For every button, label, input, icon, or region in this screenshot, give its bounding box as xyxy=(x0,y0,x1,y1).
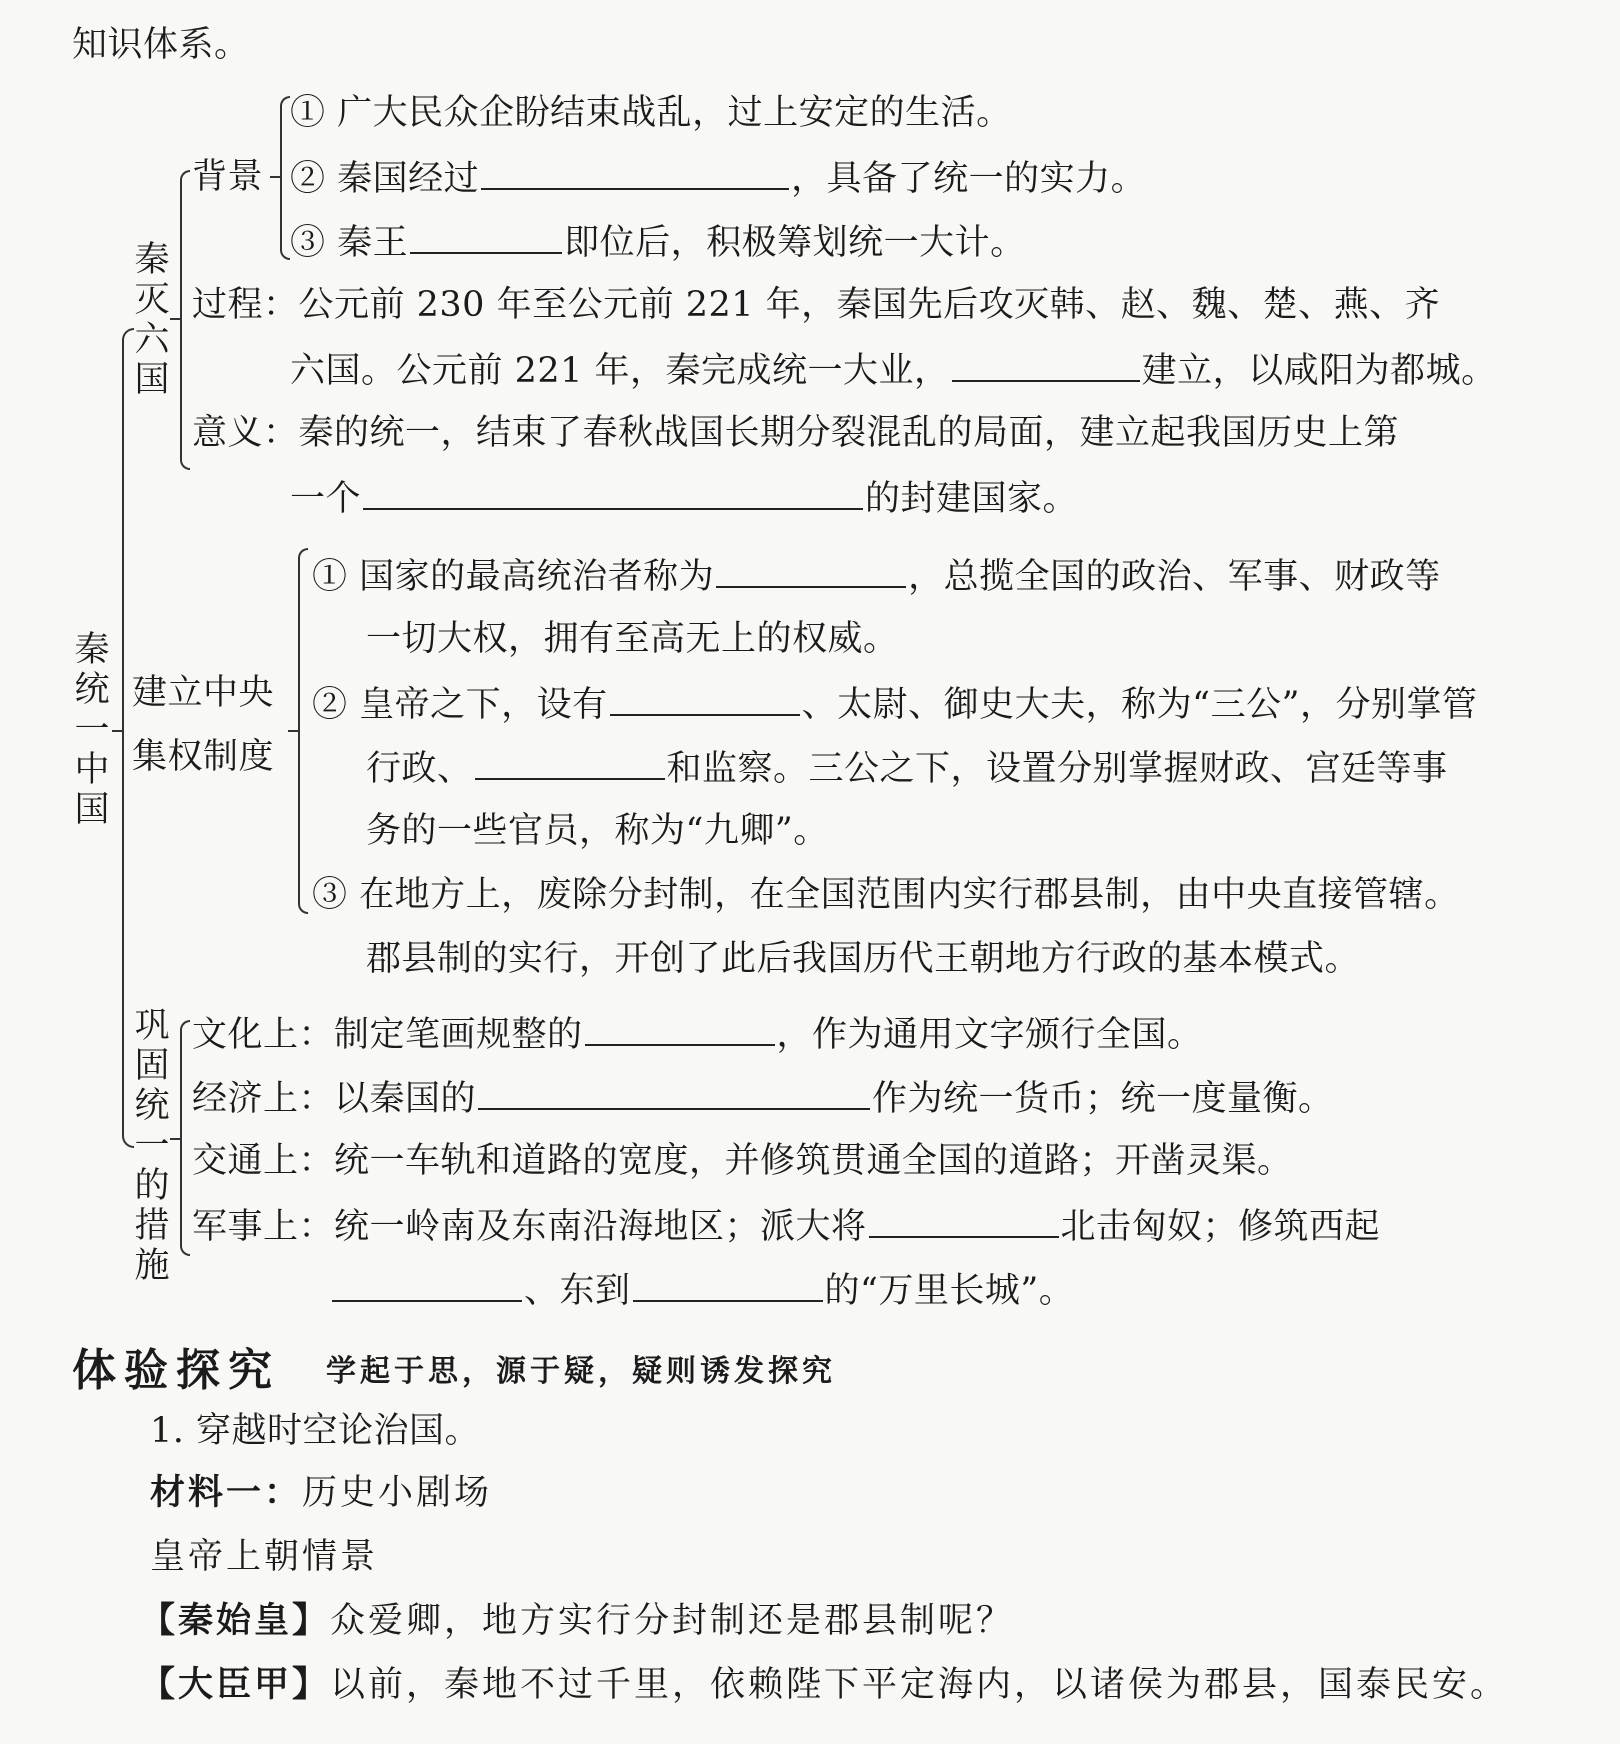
military-line-2: 、东到 的“万里长城”。 xyxy=(330,1266,1074,1314)
section3-label: 巩固统一的措施 xyxy=(134,1006,170,1286)
fill-blank[interactable] xyxy=(716,552,906,588)
central-item-2-line2: 行政、 和监察。三公之下，设置分别掌握财政、宫廷等事 xyxy=(366,744,1448,792)
explore-subtitle: 学起于思，源于疑，疑则诱发探究 xyxy=(326,1354,836,1389)
central-item-3-line2: 郡县制的实行，开创了此后我国历代王朝地方行政的基本模式。 xyxy=(366,939,1361,979)
explore-title: 体验探究 xyxy=(72,1345,280,1396)
section1-brace xyxy=(180,170,190,470)
central-item-1-line2: 一切大权，拥有至高无上的权威。 xyxy=(366,619,899,659)
fill-blank[interactable] xyxy=(332,1266,522,1302)
process-line-2: 六国。公元前 221 年，秦完成统一大业， 建立，以咸阳为都城。 xyxy=(290,346,1497,394)
section2-label-line1: 建立中央 xyxy=(132,673,275,713)
background-item-1: ① 广大民众企盼结束战乱，过上安定的生活。 xyxy=(290,93,1012,133)
fill-blank[interactable] xyxy=(478,1074,870,1110)
dialog-line-1: 【秦始皇】众爱卿，地方实行分封制还是郡县制呢？ xyxy=(140,1601,1015,1641)
background-item-3: ③ 秦王 即位后，积极筹划统一大计。 xyxy=(290,218,1026,266)
fill-blank[interactable] xyxy=(475,744,665,780)
central-item-2-line3: 务的一些官员，称为“九卿”。 xyxy=(366,811,829,851)
meaning-line-2: 一个 的封建国家。 xyxy=(290,474,1078,522)
question-1: 1. 穿越时空论治国。 xyxy=(150,1411,481,1451)
material-1: 材料一：历史小剧场 xyxy=(150,1473,493,1513)
top-partial-text: 知识体系。 xyxy=(72,25,250,65)
culture-line: 文化上：制定笔画规整的 ，作为通用文字颁行全国。 xyxy=(192,1010,1203,1058)
fill-blank[interactable] xyxy=(633,1266,823,1302)
central-item-3: ③ 在地方上，废除分封制，在全国范围内实行郡县制，由中央直接管辖。 xyxy=(312,875,1460,915)
traffic-line: 交通上：统一车轨和道路的宽度，并修筑贯通全国的道路；开凿灵渠。 xyxy=(192,1141,1293,1181)
section2-brace xyxy=(298,548,308,914)
fill-blank[interactable] xyxy=(481,154,789,190)
process-line-1: 过程：公元前 230 年至公元前 221 年，秦国先后攻灭韩、赵、魏、楚、燕、齐 xyxy=(192,285,1441,325)
central-item-2: ② 皇帝之下，设有 、太尉、御史大夫，称为“三公”，分别掌管 xyxy=(312,680,1477,728)
section2-label-line2: 集权制度 xyxy=(132,737,275,777)
section1-label: 秦灭六国 xyxy=(134,240,170,400)
dialog-line-2: 【大臣甲】以前，秦地不过千里，依赖陛下平定海内，以诸侯为郡县，国泰民安。 xyxy=(140,1665,1509,1705)
background-brace xyxy=(280,96,290,260)
fill-blank[interactable] xyxy=(410,218,562,254)
fill-blank[interactable] xyxy=(610,680,800,716)
background-label: 背景 xyxy=(192,157,264,197)
root-label: 秦统一中国 xyxy=(74,630,110,830)
central-item-1: ① 国家的最高统治者称为 ，总揽全国的政治、军事、财政等 xyxy=(312,552,1441,600)
fill-blank[interactable] xyxy=(363,474,863,510)
military-line-1: 军事上：统一岭南及东南沿海地区；派大将 北击匈奴；修筑西起 xyxy=(192,1202,1380,1250)
background-item-2: ② 秦国经过 ，具备了统一的实力。 xyxy=(290,154,1146,202)
fill-blank[interactable] xyxy=(869,1202,1059,1238)
section3-brace xyxy=(180,1020,190,1256)
economy-line: 经济上：以秦国的 作为统一货币；统一度量衡。 xyxy=(192,1074,1334,1122)
scene-title: 皇帝上朝情景 xyxy=(150,1537,379,1577)
fill-blank[interactable] xyxy=(952,346,1140,382)
meaning-line-1: 意义：秦的统一，结束了春秋战国长期分裂混乱的局面，建立起我国历史上第 xyxy=(192,413,1400,453)
fill-blank[interactable] xyxy=(585,1010,775,1046)
